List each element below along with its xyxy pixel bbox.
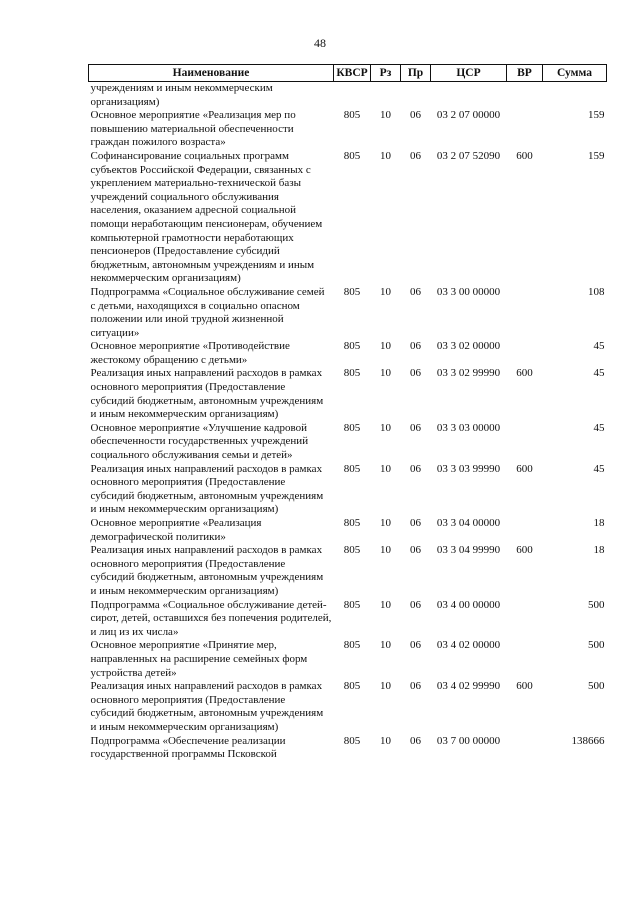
cell-name: Основное мероприятие «Противодействие жестокому обращению с детьми» [90,340,290,366]
cell-rz: 10 [380,285,391,298]
cell-pr: 06 [410,734,421,747]
cell-vr [507,599,543,640]
table-row [89,680,607,734]
cell-rz: 10 [380,109,391,122]
cell-csr: 03 3 03 99990 [436,462,501,475]
cell-rz: 10 [380,598,391,611]
table-row [89,639,607,680]
cell-name: Основное мероприятие «Реализация мер по повышению материальной обеспеченности граждан пожилого возраста» [90,109,296,149]
cell-sum: 500 [588,639,605,652]
cell-rz: 10 [380,544,391,557]
cell-kvsr: 805 [343,680,361,693]
cell-pr: 06 [410,639,421,652]
cell-csr: 03 3 03 00000 [436,421,501,434]
cell-pr: 06 [410,517,421,529]
header-sum: Сумма [543,65,607,82]
cell-pr: 06 [410,462,421,475]
table-row [89,367,607,421]
cell-vr [507,639,543,680]
cell-csr: 03 2 07 52090 [436,149,501,162]
cell-pr: 06 [410,680,421,693]
cell-vr: 600 [516,680,533,693]
cell-vr [507,735,543,762]
cell-kvsr: 805 [343,639,361,652]
cell-name: Подпрограмма «Обеспечение реализации государственной программы Псковской [90,734,286,761]
cell-pr [401,82,431,110]
cell-vr [507,340,543,367]
cell-vr [507,82,543,110]
cell-vr: 600 [516,149,533,162]
cell-vr: 600 [516,367,533,380]
cell-vr [507,517,543,544]
cell-csr: 03 3 02 00000 [436,340,501,353]
cell-kvsr: 805 [343,149,361,162]
cell-sum: 45 [593,421,605,434]
cell-kvsr: 805 [343,544,361,557]
cell-name: Основное мероприятие «Принятие мер, направленных на расширение семейных форм устройства детей» [90,639,308,679]
cell-rz: 10 [380,149,391,162]
cell-sum: 108 [588,285,605,298]
cell-csr: 03 3 02 99990 [436,367,501,380]
cell-kvsr: 805 [343,109,361,122]
table-row [89,599,607,640]
table-row [89,735,607,762]
cell-sum: 500 [588,598,605,611]
cell-rz: 10 [380,734,391,747]
table-row [89,463,607,517]
cell-csr: 03 3 04 99990 [436,544,501,557]
cell-name: Реализация иных направлений расходов в рамках основного мероприятия (Предоставление субсидий бюджетным, автономным учреждениям и иным некоммерческим организациям) [90,367,324,421]
table-row [89,544,607,598]
cell-kvsr: 805 [343,734,361,747]
cell-vr: 600 [516,462,533,475]
cell-csr: 03 3 04 00000 [436,517,501,529]
cell-kvsr: 805 [343,462,361,475]
budget-table [88,64,607,762]
cell-sum: 500 [588,680,605,693]
cell-kvsr: 805 [343,598,361,611]
cell-csr: 03 2 07 00000 [436,109,501,122]
cell-pr: 06 [410,149,421,162]
cell-name: Основное мероприятие «Реализация демографической политики» [90,517,262,543]
cell-rz: 10 [380,517,391,529]
cell-vr: 600 [516,544,533,557]
cell-kvsr: 805 [343,421,361,434]
cell-csr: 03 4 02 99990 [436,680,501,693]
table-header-row [89,65,607,82]
cell-pr: 06 [410,109,421,122]
page-number: 48 [314,36,326,50]
cell-name: Реализация иных направлений расходов в рамках основного мероприятия (Предоставление субсидий бюджетным, автономным учреждениям и иным некоммерческим организациям) [90,544,324,597]
table-row [89,286,607,340]
cell-csr: 03 7 00 00000 [436,734,501,747]
cell-kvsr: 805 [343,285,361,298]
cell-csr: 03 3 00 00000 [436,285,501,298]
header-rz: Рз [371,65,401,82]
cell-rz: 10 [380,639,391,652]
header-vr: ВР [507,65,543,82]
cell-csr: 03 4 02 00000 [436,639,501,652]
header-name: Наименование [89,65,334,82]
table-row [89,109,607,150]
cell-name: Подпрограмма «Социальное обслуживание детей-сирот, детей, оставшихся без попечения родителей, и лиц из их числа» [90,598,332,638]
cell-pr: 06 [410,367,421,380]
cell-rz: 10 [380,367,391,380]
cell-pr: 06 [410,598,421,611]
cell-kvsr: 805 [343,367,361,380]
cell-csr [431,82,507,110]
cell-kvsr: 805 [343,340,361,353]
cell-sum: 159 [588,109,605,122]
cell-sum: 45 [593,462,605,475]
cell-kvsr: 805 [343,517,361,529]
cell-sum: 18 [593,544,605,557]
header-pr: Пр [401,65,431,82]
cell-rz: 10 [380,680,391,693]
table-body [89,82,607,762]
cell-vr [507,422,543,463]
cell-rz: 10 [380,340,391,353]
cell-name: Реализация иных направлений расходов в рамках основного мероприятия (Предоставление субсидий бюджетным, автономным учреждениям и иным некоммерческим организациям) [90,462,324,516]
cell-pr: 06 [410,421,421,434]
cell-name: Основное мероприятие «Улучшение кадровой обеспеченности государственных учреждений социального обслуживания семьи и детей» [90,421,309,462]
cell-sum: 18 [593,517,605,529]
cell-name: Реализация иных направлений расходов в рамках основного мероприятия (Предоставление субсидий бюджетным, автономным учреждениям и иным некоммерческим организациям) [90,680,324,733]
table-row [89,422,607,463]
cell-name: Софинансирование социальных программ субъектов Российской Федерации, связанных с укреплением материально-технической базы учреждений социального обслуживания населения, оказанием адресной социальной помощи неработающим пенсионерам, обучением компьютерной грамотности неработающих пенсионеров (Предоставление субсидий бюджетным, автономным учреждениям и иным некоммерческим организациям) [90,149,323,285]
cell-name: Подпрограмма «Социальное обслуживание семей с детьми, находящихся в социально опасном положении или иной трудной жизненной ситуации» [90,285,325,339]
cell-sum: 45 [593,340,605,353]
cell-sum: 159 [588,149,605,162]
cell-name: учреждениям и иным некоммерческим организациям) [90,82,273,108]
header-kvsr: КВСР [334,65,371,82]
cell-vr [507,109,543,150]
cell-rz: 10 [380,421,391,434]
cell-kvsr [334,82,371,110]
cell-pr: 06 [410,285,421,298]
table-row [89,517,607,544]
header-csr: ЦСР [431,65,507,82]
table-row [89,82,607,110]
cell-vr [507,286,543,340]
cell-sum: 45 [593,367,605,380]
cell-rz [371,82,401,110]
table-row [89,340,607,367]
cell-pr: 06 [410,340,421,353]
table-row [89,150,607,286]
cell-sum [543,82,607,110]
cell-csr: 03 4 00 00000 [436,598,501,611]
cell-rz: 10 [380,462,391,475]
cell-sum: 138666 [571,734,605,747]
cell-pr: 06 [410,544,421,557]
